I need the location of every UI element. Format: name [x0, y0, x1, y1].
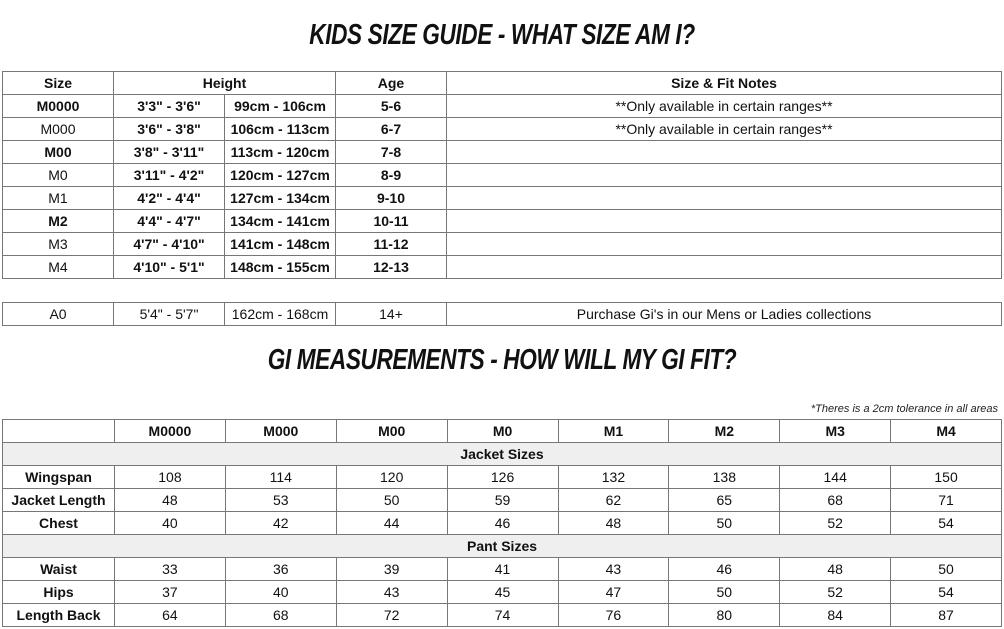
height-metric-cell: 134cm - 141cm: [225, 210, 336, 233]
value-cell: 74: [447, 604, 558, 627]
height-imperial-cell: 3'11" - 4'2": [114, 164, 225, 187]
age-cell: 5-6: [336, 95, 447, 118]
row-label: Wingspan: [3, 466, 115, 489]
value-cell: 52: [780, 512, 891, 535]
value-cell: 68: [780, 489, 891, 512]
size-cell: M1: [3, 187, 114, 210]
table-row: [3, 303, 1002, 326]
age-cell: 12-13: [336, 256, 447, 279]
size-cell: M0: [3, 164, 114, 187]
value-cell: 132: [558, 466, 669, 489]
table-row: [3, 118, 1002, 141]
height-imperial-cell: 4'10" - 5'1": [114, 256, 225, 279]
row-label: Hips: [3, 581, 115, 604]
value-cell: 37: [115, 581, 226, 604]
row-label: Chest: [3, 512, 115, 535]
value-cell: 71: [891, 489, 1002, 512]
value-cell: 48: [558, 512, 669, 535]
size-guide-title: KIDS SIZE GUIDE - WHAT SIZE AM I?: [309, 19, 695, 51]
value-cell: 50: [891, 558, 1002, 581]
value-cell: 45: [447, 581, 558, 604]
value-cell: 108: [115, 466, 226, 489]
value-cell: 39: [336, 558, 447, 581]
table-row: [3, 604, 1002, 627]
value-cell: 43: [336, 581, 447, 604]
notes-cell: [447, 187, 1002, 210]
value-cell: 72: [336, 604, 447, 627]
table-row: [3, 164, 1002, 187]
height-imperial-cell: 3'6" - 3'8": [114, 118, 225, 141]
gi-size-header: M3: [780, 420, 891, 443]
jacket-sizes-header: Jacket Sizes: [3, 443, 1002, 466]
value-cell: 126: [447, 466, 558, 489]
age-cell: 6-7: [336, 118, 447, 141]
row-label: Waist: [3, 558, 115, 581]
value-cell: 65: [669, 489, 780, 512]
size-table-header-row: [3, 72, 1002, 95]
size-cell: M0000: [3, 95, 114, 118]
size-cell: A0: [3, 303, 114, 326]
value-cell: 114: [225, 466, 336, 489]
value-cell: 64: [115, 604, 226, 627]
notes-cell: [447, 164, 1002, 187]
value-cell: 76: [558, 604, 669, 627]
gi-header-row: [3, 420, 1002, 443]
tolerance-note: *Theres is a 2cm tolerance in all areas: [810, 403, 998, 415]
value-cell: 44: [336, 512, 447, 535]
height-metric-cell: 162cm - 168cm: [225, 303, 336, 326]
height-imperial-cell: 3'8" - 3'11": [114, 141, 225, 164]
row-label: Length Back: [3, 604, 115, 627]
value-cell: 54: [891, 581, 1002, 604]
height-metric-cell: 113cm - 120cm: [225, 141, 336, 164]
age-cell: 10-11: [336, 210, 447, 233]
value-cell: 59: [447, 489, 558, 512]
value-cell: 53: [225, 489, 336, 512]
value-cell: 48: [780, 558, 891, 581]
table-row: [3, 581, 1002, 604]
notes-cell: Purchase Gi's in our Mens or Ladies collections: [447, 303, 1002, 326]
gi-size-header: M00: [336, 420, 447, 443]
height-metric-cell: 120cm - 127cm: [225, 164, 336, 187]
value-cell: 47: [558, 581, 669, 604]
height-imperial-cell: 4'2" - 4'4": [114, 187, 225, 210]
value-cell: 48: [115, 489, 226, 512]
value-cell: 80: [669, 604, 780, 627]
value-cell: 40: [115, 512, 226, 535]
value-cell: 62: [558, 489, 669, 512]
notes-cell: [447, 256, 1002, 279]
jacket-section-row: [3, 443, 1002, 466]
table-row: [3, 233, 1002, 256]
age-cell: 7-8: [336, 141, 447, 164]
value-cell: 54: [891, 512, 1002, 535]
size-cell: M4: [3, 256, 114, 279]
notes-cell: [447, 210, 1002, 233]
value-cell: 36: [225, 558, 336, 581]
header-age: Age: [336, 72, 447, 95]
pant-sizes-header: Pant Sizes: [3, 535, 1002, 558]
value-cell: 144: [780, 466, 891, 489]
gi-size-header: M0: [447, 420, 558, 443]
age-cell: 11-12: [336, 233, 447, 256]
value-cell: 84: [780, 604, 891, 627]
height-metric-cell: 148cm - 155cm: [225, 256, 336, 279]
height-imperial-cell: 4'7" - 4'10": [114, 233, 225, 256]
value-cell: 46: [669, 558, 780, 581]
value-cell: 138: [669, 466, 780, 489]
gi-size-header: M1: [558, 420, 669, 443]
table-row: [3, 187, 1002, 210]
header-notes: Size & Fit Notes: [447, 72, 1002, 95]
table-row: [3, 512, 1002, 535]
table-row: [3, 210, 1002, 233]
height-metric-cell: 141cm - 148cm: [225, 233, 336, 256]
notes-cell: **Only available in certain ranges**: [447, 118, 1002, 141]
table-row: [3, 95, 1002, 118]
value-cell: 120: [336, 466, 447, 489]
value-cell: 150: [891, 466, 1002, 489]
table-row: [3, 489, 1002, 512]
gi-measurements-table: [2, 419, 1002, 627]
gi-size-header: M2: [669, 420, 780, 443]
table-row: [3, 256, 1002, 279]
value-cell: 41: [447, 558, 558, 581]
table-row: [3, 141, 1002, 164]
height-imperial-cell: 4'4" - 4'7": [114, 210, 225, 233]
value-cell: 42: [225, 512, 336, 535]
header-size: Size: [3, 72, 114, 95]
notes-cell: **Only available in certain ranges**: [447, 95, 1002, 118]
height-metric-cell: 127cm - 134cm: [225, 187, 336, 210]
gi-size-header: M000: [225, 420, 336, 443]
value-cell: 87: [891, 604, 1002, 627]
value-cell: 68: [225, 604, 336, 627]
notes-cell: [447, 141, 1002, 164]
age-cell: 8-9: [336, 164, 447, 187]
height-metric-cell: 106cm - 113cm: [225, 118, 336, 141]
value-cell: 43: [558, 558, 669, 581]
size-cell: M00: [3, 141, 114, 164]
value-cell: 46: [447, 512, 558, 535]
value-cell: 40: [225, 581, 336, 604]
age-cell: 14+: [336, 303, 447, 326]
value-cell: 52: [780, 581, 891, 604]
table-row: [3, 466, 1002, 489]
height-imperial-cell: 3'3" - 3'6": [114, 95, 225, 118]
adult-size-table: [2, 302, 1002, 326]
size-guide-table: [2, 71, 1002, 279]
gi-size-header: M0000: [115, 420, 226, 443]
value-cell: 50: [669, 512, 780, 535]
gi-measurements-title: GI MEASUREMENTS - HOW WILL MY GI FIT?: [267, 344, 737, 376]
value-cell: 33: [115, 558, 226, 581]
value-cell: 50: [336, 489, 447, 512]
size-cell: M000: [3, 118, 114, 141]
header-height: Height: [114, 72, 336, 95]
size-cell: M3: [3, 233, 114, 256]
notes-cell: [447, 233, 1002, 256]
gi-size-header: M4: [891, 420, 1002, 443]
corner-cell: [3, 420, 115, 443]
height-metric-cell: 99cm - 106cm: [225, 95, 336, 118]
size-cell: M2: [3, 210, 114, 233]
value-cell: 50: [669, 581, 780, 604]
pant-section-row: [3, 535, 1002, 558]
height-imperial-cell: 5'4" - 5'7": [114, 303, 225, 326]
table-row: [3, 558, 1002, 581]
age-cell: 9-10: [336, 187, 447, 210]
row-label: Jacket Length: [3, 489, 115, 512]
